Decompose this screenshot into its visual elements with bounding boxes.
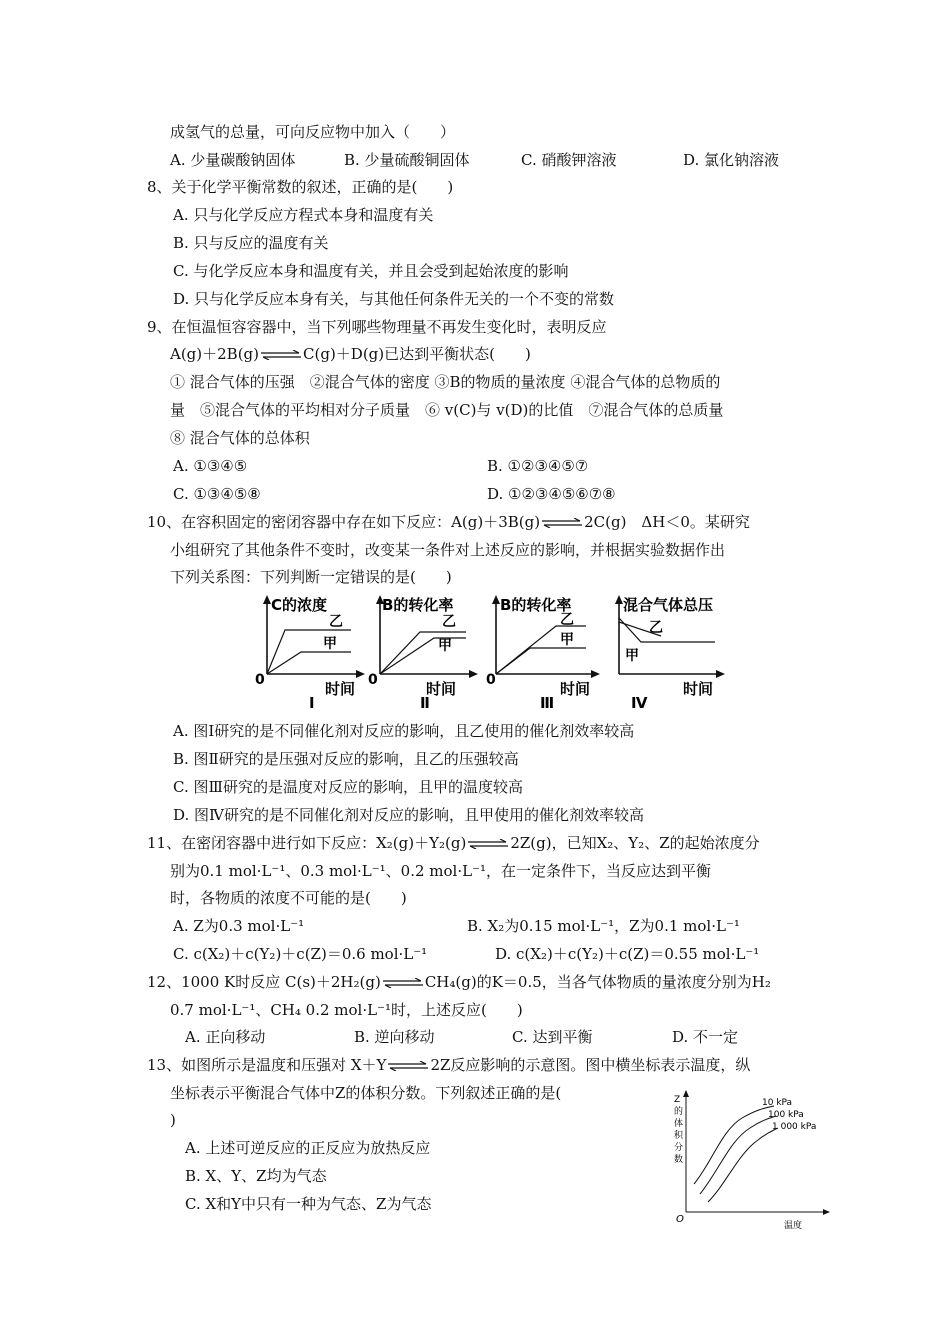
graph-4-label-yi: 乙 [649, 620, 663, 636]
graph-4-roman: Ⅳ [631, 694, 648, 712]
equilibrium-arrow-icon [466, 839, 510, 849]
q9-option-a: A. ①③④⑤ [173, 457, 248, 475]
graph-4-ylabel: 混合气体总压 [623, 596, 714, 614]
q7-line: 成氢气的总量，可向反应物中加入（ ） [170, 123, 456, 141]
graph-2 [362, 592, 482, 712]
q10-line1-left: 10、在容积固定的密闭容器中存在如下反应：A(g)＋3B(g) [147, 513, 541, 531]
graph-3-ylabel: B的转化率 [500, 596, 572, 614]
graph-3-origin: 0 [486, 672, 496, 688]
q9-items-line2: 量 ⑤混合气体的平均相对分子质量 ⑥ v(C)与 v(D)的比值 ⑦混合气体的总质量 [170, 401, 724, 419]
q10-option-d: D. 图Ⅳ研究的是不同催化剂对反应的影响，且甲使用的催化剂效率较高 [173, 806, 645, 824]
q8-stem: 8、关于化学平衡常数的叙述，正确的是( ) [147, 178, 454, 196]
q13-curve-label-100kpa: 100 kPa [768, 1110, 804, 1120]
q13-figure-origin: O [676, 1214, 684, 1225]
q13-figure-ylabel [674, 1095, 684, 1165]
graph-2-label-yi: 乙 [442, 614, 456, 630]
q11-option-c: C. c(X₂)＋c(Y₂)＋c(Z)＝0.6 mol·L⁻¹ [173, 945, 428, 963]
q11-option-a: A. Z为0.3 mol·L⁻¹ [173, 917, 305, 935]
q13-figure-xlabel: 温度 [784, 1221, 803, 1231]
graph-2-xlabel: 时间 [426, 680, 457, 698]
q9-option-b: B. ①②③④⑤⑦ [487, 457, 589, 475]
graph-3 [478, 592, 603, 712]
q12-option-d: D. 不一定 [672, 1028, 739, 1046]
graph-3-label-yi: 乙 [560, 612, 574, 628]
q13-option-b: B. X、Y、Z均为气态 [185, 1167, 327, 1185]
q10-option-a: A. 图Ⅰ研究的是不同催化剂对反应的影响，且乙使用的催化剂效率较高 [173, 722, 635, 740]
q13-line1 [147, 1055, 750, 1075]
q11-line1-left: 11、在密闭容器中进行如下反应：X₂(g)＋Y₂(g) [147, 834, 467, 852]
graph-1-roman: Ⅰ [309, 694, 315, 712]
q11-line3: 时，各物质的浓度不可能的是( ) [170, 889, 407, 907]
q9-items-line3: ⑧ 混合气体的总体积 [170, 429, 310, 447]
q8-option-b: B. 只与反应的温度有关 [173, 234, 329, 252]
q12-line1-right: CH₄(g)的K＝0.5，当各气体物质的量浓度分别为H₂ [424, 973, 771, 991]
graph-2-ylabel: B的转化率 [382, 596, 454, 614]
graph-3-label-jia: 甲 [560, 632, 574, 648]
q13-line2: 坐标表示平衡混合气体中Z的体积分数。下列叙述正确的是( [170, 1084, 562, 1102]
equilibrium-arrow-icon [381, 978, 425, 988]
svg-text:Z: Z [674, 1095, 681, 1105]
graph-4 [605, 592, 730, 712]
graph-4-label-jia: 甲 [625, 648, 639, 664]
q10-line2: 小组研究了其他条件不变时，改变某一条件对上述反应的影响，并根据实验数据作出 [170, 541, 726, 559]
q9-reaction-left: A(g)＋2B(g) [170, 345, 260, 363]
graph-4-xlabel: 时间 [683, 680, 714, 698]
q11-line1-right: 2Z(g)，已知X₂、Y₂、Z的起始浓度分 [510, 834, 760, 852]
q8-option-a: A. 只与化学反应方程式本身和温度有关 [173, 206, 434, 224]
q10-line3: 下列关系图：下列判断一定错误的是( ) [170, 568, 452, 586]
q9-reaction [170, 344, 531, 364]
q9-reaction-right: C(g)＋D(g)已达到平衡状态( ) [303, 345, 531, 363]
equilibrium-arrow-icon [386, 1061, 430, 1071]
equilibrium-arrow-icon [540, 518, 584, 528]
q10-line1-right: 2C(g) ΔH＜0。某研究 [584, 513, 750, 531]
q10-line1 [147, 512, 750, 532]
graph-2-label-jia: 甲 [438, 638, 452, 654]
graph-2-roman: Ⅱ [420, 694, 430, 712]
graph-2-origin: 0 [368, 672, 378, 688]
q13-line3: ) [170, 1111, 176, 1129]
q13-option-c: C. X和Y中只有一种为气态、Z为气态 [185, 1195, 432, 1213]
q7-option-c: C. 硝酸钾溶液 [521, 151, 617, 169]
q11-option-b: B. X₂为0.15 mol·L⁻¹，Z为0.1 mol·L⁻¹ [467, 917, 740, 935]
q12-line2: 0.7 mol·L⁻¹、CH₄ 0.2 mol·L⁻¹时，上述反应( ) [170, 1001, 523, 1019]
q12-option-a: A. 正向移动 [185, 1028, 266, 1046]
q13-curve-label-10kpa: 10 kPa [762, 1098, 793, 1108]
graph-1-origin: 0 [255, 672, 265, 688]
q11-option-d: D. c(X₂)＋c(Y₂)＋c(Z)＝0.55 mol·L⁻¹ [495, 945, 760, 963]
svg-text:数: 数 [674, 1155, 684, 1165]
q10-option-b: B. 图Ⅱ研究的是压强对反应的影响，且乙的压强较高 [173, 750, 519, 768]
q9-stem: 9、在恒温恒容容器中，当下列哪些物理量不再发生变化时，表明反应 [147, 318, 607, 336]
q10-option-c: C. 图Ⅲ研究的是温度对反应的影响，且甲的温度较高 [173, 778, 523, 796]
graph-1-label-yi: 乙 [329, 614, 343, 630]
q12-line1-left: 12、1000 K时反应 C(s)＋2H₂(g) [147, 973, 381, 991]
graph-3-roman: Ⅲ [540, 694, 555, 712]
q7-option-a: A. 少量碳酸钠固体 [170, 151, 296, 169]
q9-option-d: D. ①②③④⑤⑥⑦⑧ [487, 485, 616, 503]
svg-text:的: 的 [674, 1107, 684, 1117]
q8-option-d: D. 只与化学反应本身有关，与其他任何条件无关的一个不变的常数 [173, 290, 615, 308]
graph-1-xlabel: 时间 [325, 680, 356, 698]
graph-1-ylabel: C的浓度 [271, 596, 328, 614]
svg-text:体: 体 [674, 1119, 684, 1129]
svg-text:分: 分 [674, 1143, 684, 1153]
q12-option-b: B. 逆向移动 [354, 1028, 435, 1046]
graph-1 [245, 592, 365, 712]
q7-option-d: D. 氯化钠溶液 [683, 151, 780, 169]
q9-option-c: C. ①③④⑤⑧ [173, 485, 261, 503]
q13-line1-left: 13、如图所示是温度和压强对 X＋Y [147, 1056, 387, 1074]
q7-option-b: B. 少量硫酸铜固体 [344, 151, 470, 169]
q11-line2: 别为0.1 mol·L⁻¹、0.3 mol·L⁻¹、0.2 mol·L⁻¹，在一定条件下，当反应达到平衡 [170, 862, 712, 880]
q9-items-line1: ① 混合气体的压强 ②混合气体的密度 ③B的物质的量浓度 ④混合气体的总物质的 [170, 373, 721, 391]
q12-line1 [147, 972, 771, 992]
q13-line1-right: 2Z反应影响的示意图。图中横坐标表示温度，纵 [430, 1056, 751, 1074]
graph-3-xlabel: 时间 [560, 680, 591, 698]
q12-option-c: C. 达到平衡 [512, 1028, 593, 1046]
equilibrium-arrow-icon [259, 350, 303, 360]
q13-curve-label-1000kpa: 1 000 kPa [772, 1122, 817, 1132]
graph-1-label-jia: 甲 [323, 636, 337, 652]
q11-line1 [147, 833, 760, 853]
q8-option-c: C. 与化学反应本身和温度有关，并且会受到起始浓度的影响 [173, 262, 569, 280]
q13-option-a: A. 上述可逆反应的正反应为放热反应 [185, 1139, 431, 1157]
svg-text:积: 积 [674, 1131, 684, 1141]
q13-figure [664, 1088, 834, 1233]
